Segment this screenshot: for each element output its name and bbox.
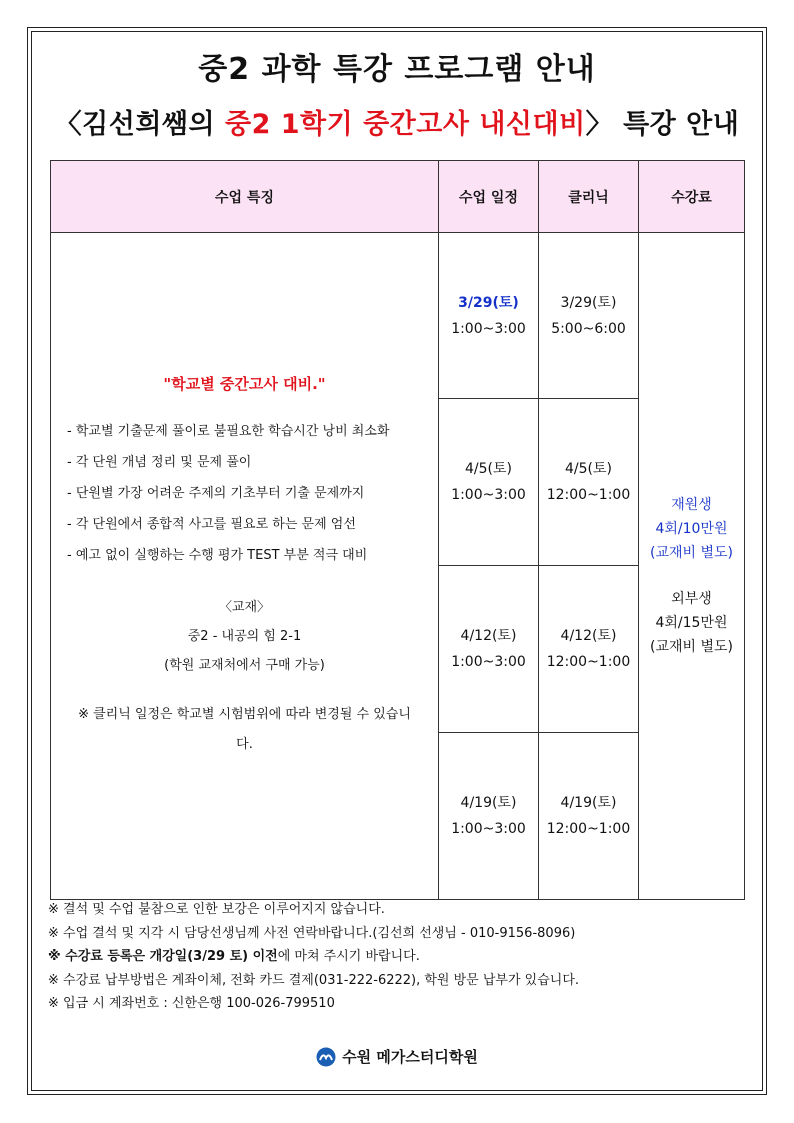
clinic-time: 5:00~6:00 (551, 320, 626, 337)
list-item (48, 945, 748, 969)
subtitle-suffix: 〉 특강 안내 (585, 109, 740, 140)
academy-logo-icon (316, 1047, 336, 1067)
outside-note: (교재비 별도) (650, 639, 733, 655)
list-item: - 각 단원 개념 정리 및 문제 풀이 (67, 454, 252, 470)
class-session-2 (439, 399, 539, 566)
textbook-info (67, 593, 422, 680)
list-item: - 예고 없이 실행하는 수행 평가 TEST 부분 적극 대비 (67, 547, 368, 563)
clinic-time: 12:00~1:00 (546, 821, 631, 837)
fee-cell (639, 233, 745, 900)
list-item: ※ 수강료 납부방법은 계좌이체, 전화 카드 결제(031-222-6222), 학원 방문 납부가 있습니다. (48, 972, 580, 988)
academy-footer (0, 1046, 794, 1067)
header-schedule: 수업 일정 (439, 161, 539, 233)
clinic-date: 4/12(토) (560, 628, 617, 644)
list-item: ※ 입금 시 계좌번호 : 신한은행 100-026-799510 (48, 996, 335, 1011)
header-features: 수업 특징 (51, 161, 439, 233)
features-headline: "학교별 중간고사 대비." (163, 374, 326, 393)
class-date: 4/5(토) (465, 461, 512, 477)
class-time: 1:00~3:00 (451, 821, 526, 837)
notes-list (48, 898, 748, 1016)
class-date: 3/29(토) (458, 294, 519, 311)
registration-deadline: ※ 수강료 등록은 개강일(3/29 토) 이전 (48, 949, 278, 964)
clinic-note: ※ 클리닉 일정은 학교별 시험범위에 따라 변경될 수 있습니다. (78, 706, 411, 752)
list-item: ※ 수업 결석 및 지각 시 담당선생님께 사전 연락바랍니다.(김선희 선생님 - 010-9156-8096) (48, 925, 576, 941)
class-time: 1:00~3:00 (451, 487, 526, 503)
header-fee: 수강료 (639, 161, 745, 233)
class-date: 4/12(토) (460, 628, 517, 644)
academy-name: 수원 메가스터디학원 (342, 1048, 478, 1066)
subtitle-highlight: 중2 1학기 중간고사 내신대비 (224, 109, 586, 140)
page-subtitle (0, 102, 794, 141)
outside-label: 외부생 (671, 591, 712, 607)
textbook-name: 중2 - 내공의 힘 2-1 (187, 628, 302, 644)
features-list (67, 416, 422, 571)
class-session-1 (439, 233, 539, 399)
registration-rest: 에 마쳐 주시기 바랍니다. (277, 949, 420, 964)
clinic-session-3 (539, 566, 639, 733)
subtitle-prefix: 〈김선희쌤의 (54, 109, 225, 140)
clinic-time: 12:00~1:00 (546, 487, 631, 503)
textbook-note: (학원 교재처에서 구매 가능) (164, 657, 325, 673)
class-time: 1:00~3:00 (451, 654, 526, 670)
member-price: 4회/10만원 (655, 521, 728, 537)
clinic-session-4 (539, 733, 639, 900)
list-item: - 각 단원에서 종합적 사고를 필요로 하는 문제 엄선 (67, 516, 356, 532)
member-note: (교재비 별도) (650, 545, 733, 561)
textbook-label: 〈교재〉 (218, 599, 271, 615)
clinic-date: 4/5(토) (565, 461, 612, 477)
class-session-3 (439, 566, 539, 733)
class-session-4 (439, 733, 539, 900)
clinic-date: 3/29(토) (560, 294, 617, 311)
list-item: ※ 결석 및 수업 불참으로 인한 보강은 이루어지지 않습니다. (48, 902, 385, 917)
clinic-time: 12:00~1:00 (546, 654, 631, 670)
class-time: 1:00~3:00 (451, 320, 526, 337)
table-header-row (51, 161, 745, 233)
member-label: 재원생 (671, 497, 712, 513)
list-item: - 단원별 가장 어려운 주제의 기초부터 기출 문제까지 (67, 485, 365, 501)
class-date: 4/19(토) (460, 795, 517, 811)
page-title: 중2 과학 특강 프로그램 안내 (198, 52, 596, 87)
clinic-session-1 (539, 233, 639, 399)
table-row (51, 233, 745, 399)
clinic-session-2 (539, 399, 639, 566)
clinic-date: 4/19(토) (560, 795, 617, 811)
features-cell (51, 233, 439, 900)
outside-price: 4회/15만원 (655, 615, 728, 631)
program-table (50, 160, 745, 900)
list-item: - 학교별 기출문제 풀이로 불필요한 학습시간 낭비 최소화 (67, 423, 390, 439)
header-clinic: 클리닉 (539, 161, 639, 233)
